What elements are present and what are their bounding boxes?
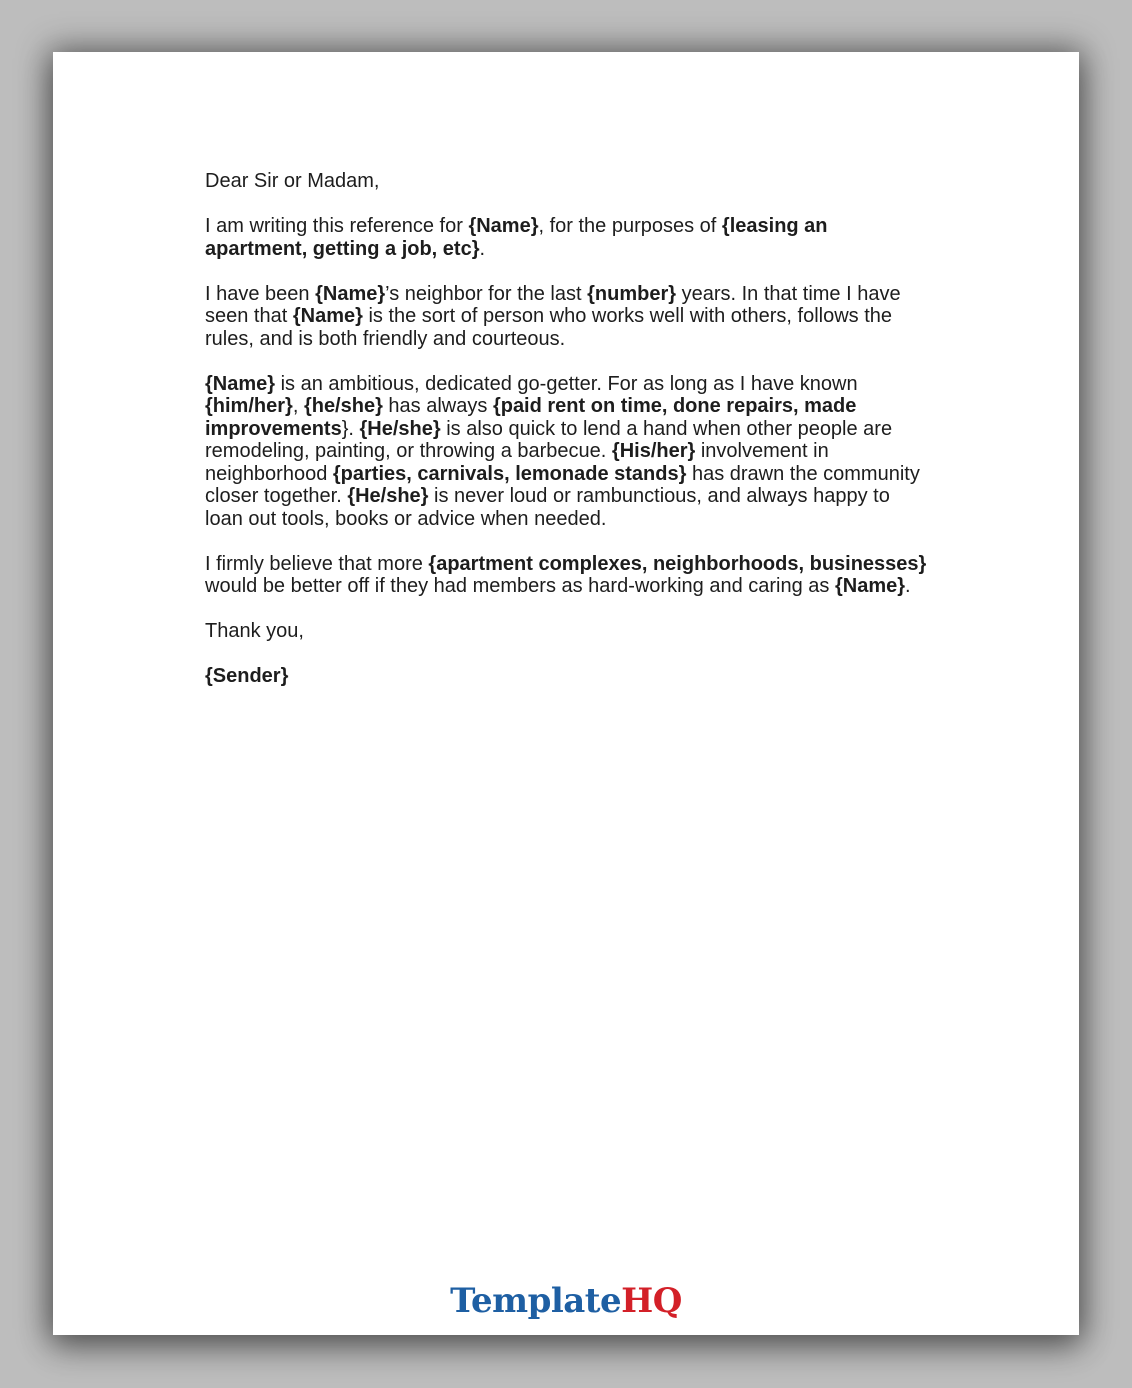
letter-body bbox=[205, 170, 929, 710]
templatehq-logo bbox=[53, 1281, 1079, 1321]
document-page bbox=[53, 52, 1079, 1335]
letter-paragraph: Thank you, bbox=[205, 620, 304, 642]
letter-paragraph: I firmly believe that more {apartment complexes, neighborhoods, businesses} would be better off if they had members as hard-working and caring as {Name}. bbox=[205, 552, 927, 597]
letter-paragraph: {Sender} bbox=[205, 665, 289, 687]
logo-text-template: Template bbox=[450, 1281, 622, 1321]
letter-paragraph: Dear Sir or Madam, bbox=[205, 170, 380, 192]
letter-paragraph: I am writing this reference for {Name}, for the purposes of {leasing an apartment, getting a job, etc}. bbox=[205, 215, 828, 260]
letter-paragraph: {Name} is an ambitious, dedicated go-getter. For as long as I have known {him/her}, {he/she} has always {paid rent on time, done repairs, made improvements}. {He/she} is also quick to lend a hand when other people are remodeling, painting, or throwing a barbecue. {His/her} involvement in neighborhood {parties, carnivals, lemonade stands} has drawn the community closer together. {He/she} is never loud or rambunctious, and always happy to loan out tools, books or advice when needed. bbox=[205, 372, 920, 530]
letter-paragraph: I have been {Name}’s neighbor for the last {number} years. In that time I have seen that {Name} is the sort of person who works well with others, follows the rules, and is both friendly and courteous. bbox=[205, 282, 901, 350]
logo-text-hq: HQ bbox=[621, 1281, 682, 1321]
